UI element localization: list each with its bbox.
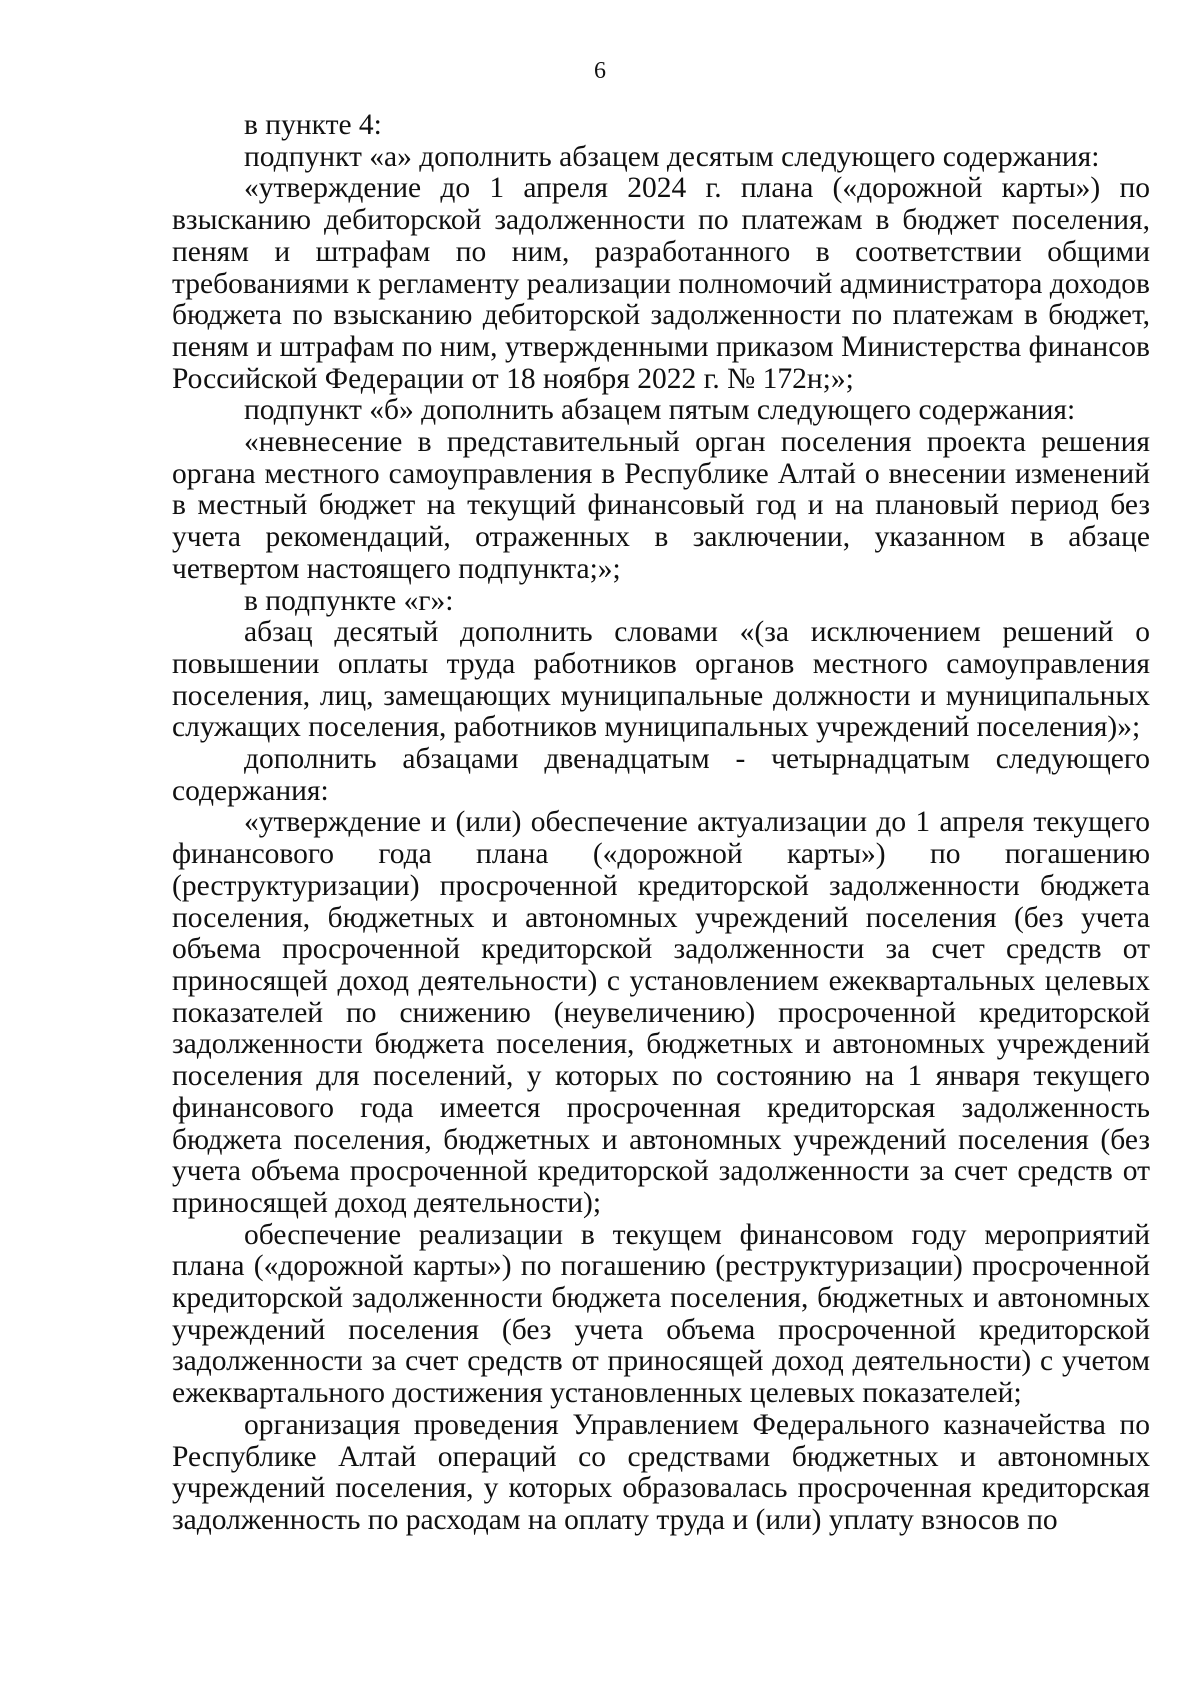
paragraph-subitem-b: подпункт «б» дополнить абзацем пятым следующего содержания: — [244, 394, 1076, 427]
paragraph-item4-intro: в пункте 4: — [244, 109, 382, 141]
paragraph-add-twelfth-fourteenth: дополнить абзацами двенадцатым - четырнадцатым следующего содержания: — [172, 743, 1150, 807]
paragraph-quote-nonsubmission: «невнесение в представительный орган поселения проекта решения органа местного самоуправления в Республике Алтай о внесении изменений в местный бюджет на текущий финансовый год и на плановый период без учета рекомендаций, отраженных в заключении, указанном в абзаце четвертом настоящего подпункта;»; — [172, 426, 1150, 585]
paragraph-subitem-g: в подпункте «г»: — [244, 584, 454, 617]
document-body — [172, 110, 1150, 1537]
paragraph-plan-implementation: обеспечение реализации в текущем финансовом году мероприятий плана («дорожной карты») по погашению (реструктуризации) просроченной кредиторской задолженности бюджета поселения, бюджетных и автономных учреждений поселения (без учета объема просроченной кредиторской задолженности за счет средств от приносящей доход деятельности) с учетом ежеквартального достижения установленных целевых показателей; — [172, 1218, 1150, 1410]
paragraph-tenth-addition: абзац десятый дополнить словами «(за исключением решений о повышении оплаты труда работников органов местного самоуправления поселения, лиц, замещающих муниципальные должности и муниципальных служащих поселения, работников муниципальных учреждений поселения)»; — [172, 616, 1150, 744]
paragraph-quote-plan-debt: «утверждение до 1 апреля 2024 г. плана («дорожной карты») по взысканию дебиторской задолженности по платежам в бюджет поселения, пеням и штрафам по ним, разработанного в соответствии общими требованиями к регламенту реализации полномочий администратора доходов бюджета по взысканию дебиторской задолженности по платежам в бюджет, пеням и штрафам по ним, утвержденными приказом Министерства финансов Российской Федерации от 18 ноября 2022 г. № 172н;»; — [172, 172, 1150, 395]
paragraph-subitem-a: подпункт «а» дополнить абзацем десятым следующего содержания: — [244, 140, 1100, 173]
paragraph-treasury-operations: организация проведения Управлением Федерального казначейства по Республике Алтай операций со средствами бюджетных и автономных учреждений поселения, у которых образовалась просроченная кредиторская задолженность по расходам на оплату труда и (или) уплату взносов по — [172, 1408, 1150, 1536]
page-number: 6 — [594, 58, 606, 84]
paragraph-quote-approval-plan: «утверждение и (или) обеспечение актуализации до 1 апреля текущего финансового года плана («дорожной карты») по погашению (реструктуризации) просроченной кредиторской задолженности бюджета поселения, бюджетных и автономных учреждений поселения (без учета объема просроченной кредиторской задолженности за счет средств от приносящей доход деятельности) с установлением ежеквартальных целевых показателей по снижению (неувеличению) просроченной кредиторской задолженности бюджета поселения, бюджетных и автономных учреждений поселения для поселений, у которых по состоянию на 1 января текущего финансового года имеется просроченная кредиторская задолженность бюджета поселения, бюджетных и автономных учреждений поселения (без учета объема просроченной кредиторской задолженности за счет средств от приносящей доход деятельности); — [172, 806, 1150, 1219]
